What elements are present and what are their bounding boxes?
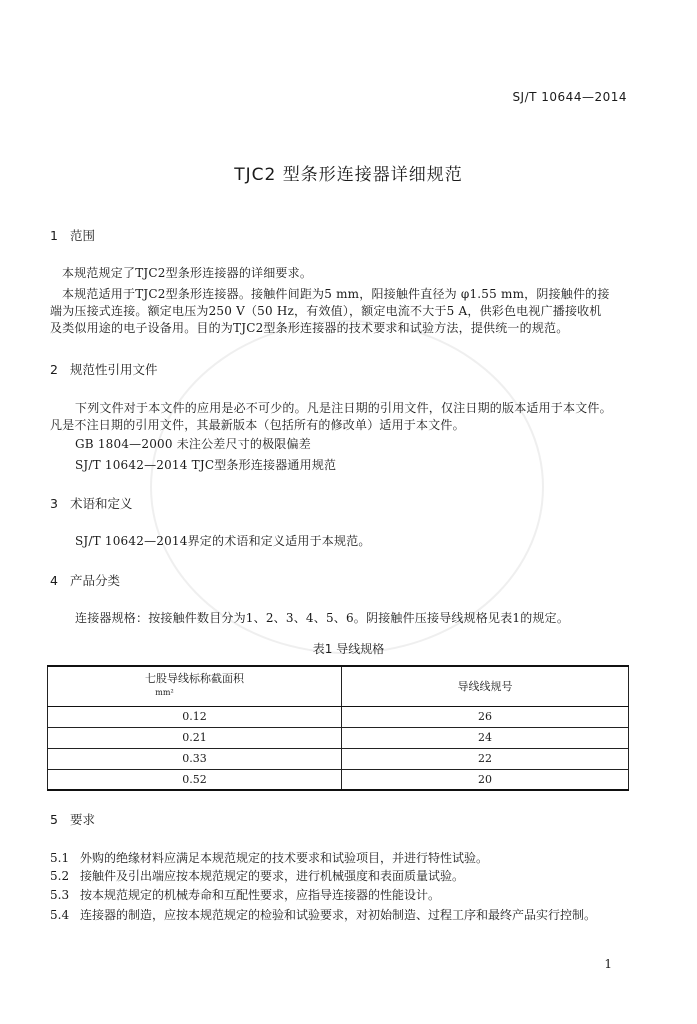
section-1-para-2-line-1: 本规范适用于TJC2型条形连接器。接触件间距为5 mm，阳接触件直径为 φ1.55 mm，阴接触件的接 [62,287,610,301]
section-4-heading [50,571,120,589]
cell-gauge: 20 [342,769,629,790]
header-gauge: 导线线规号 [342,666,629,706]
section-title: 要求 [70,812,96,827]
requirement-5-3 [50,886,440,903]
clause-text: 连接器的制造，应按本规范规定的检验和试验要求，对初始制造、过程工序和最终产品实行控制。 [80,908,597,922]
clause-number: 5.3 [50,888,70,902]
cell-area: 0.52 [48,769,342,790]
table-caption: 表1 导线规格 [312,642,385,656]
clause-text: 按本规范规定的机械寿命和互配性要求，应指导连接器的性能设计。 [80,888,441,902]
table-row [48,748,629,769]
watermark-stamp [150,320,544,654]
section-title: 范围 [70,228,96,243]
cell-gauge: 22 [342,748,629,769]
reference-gb1804: GB 1804—2000 未注公差尺寸的极限偏差 [75,437,311,451]
header-cross-section-label: 七股导线标称截面积 [145,672,244,686]
requirement-5-1 [50,849,488,866]
table-row [48,706,629,727]
section-title: 产品分类 [70,573,121,588]
cell-area: 0.21 [48,727,342,748]
cell-gauge: 26 [342,706,629,727]
cell-gauge: 24 [342,727,629,748]
section-1-para-2-line-2: 端为压接式连接。额定电压为250 V（50 Hz，有效值），额定电流不大于5 A，供彩色电视广播接收机 [50,304,602,318]
table-row [48,769,629,790]
section-3-para: SJ/T 10642—2014界定的术语和定义适用于本规范。 [75,534,371,548]
page-number: 1 [604,957,612,971]
requirement-5-2 [50,867,464,884]
section-number: 2 [50,362,58,377]
requirement-5-4 [50,906,596,923]
section-1-heading [50,226,95,244]
header-cross-section [48,666,342,706]
standard-number: SJ/T 10644—2014 [512,90,627,104]
section-4-para: 连接器规格：按接触件数目分为1、2、3、4、5、6。阴接触件压接导线规格见表1的规定。 [75,611,570,625]
cell-area: 0.12 [48,706,342,727]
section-5-heading [50,810,95,828]
clause-text: 外购的绝缘材料应满足本规范规定的技术要求和试验项目，并进行特性试验。 [80,851,489,865]
section-number: 1 [50,228,58,243]
table-header-row [48,666,629,706]
clause-number: 5.2 [50,869,70,883]
section-3-heading [50,494,133,512]
section-1-para-1: 本规范规定了TJC2型条形连接器的详细要求。 [62,266,313,280]
clause-text: 接触件及引出端应按本规范规定的要求，进行机械强度和表面质量试验。 [80,869,465,883]
section-number: 5 [50,812,58,827]
section-title: 规范性引用文件 [70,362,158,377]
section-2-para-line-1: 下列文件对于本文件的应用是必不可少的。凡是注日期的引用文件，仅注日期的版本适用于本文件。 [75,401,612,415]
section-number: 3 [50,496,58,511]
cell-area: 0.33 [48,748,342,769]
reference-sjt10642: SJ/T 10642—2014 TJC型条形连接器通用规范 [75,458,337,472]
section-number: 4 [50,573,58,588]
header-unit: mm² [155,688,174,698]
section-2-para-line-2: 凡是不注日期的引用文件，其最新版本（包括所有的修改单）适用于本文件。 [50,418,465,432]
clause-number: 5.1 [50,851,70,865]
section-title: 术语和定义 [70,496,133,511]
section-2-heading [50,360,158,378]
wire-spec-table [47,665,629,791]
section-1-para-2-line-3: 及类似用途的电子设备用。目的为TJC2型条形连接器的技术要求和试验方法，提供统一的规范。 [50,321,569,335]
table-row [48,727,629,748]
document-title: TJC2 型条形连接器详细规范 [234,165,463,185]
clause-number: 5.4 [50,908,70,922]
